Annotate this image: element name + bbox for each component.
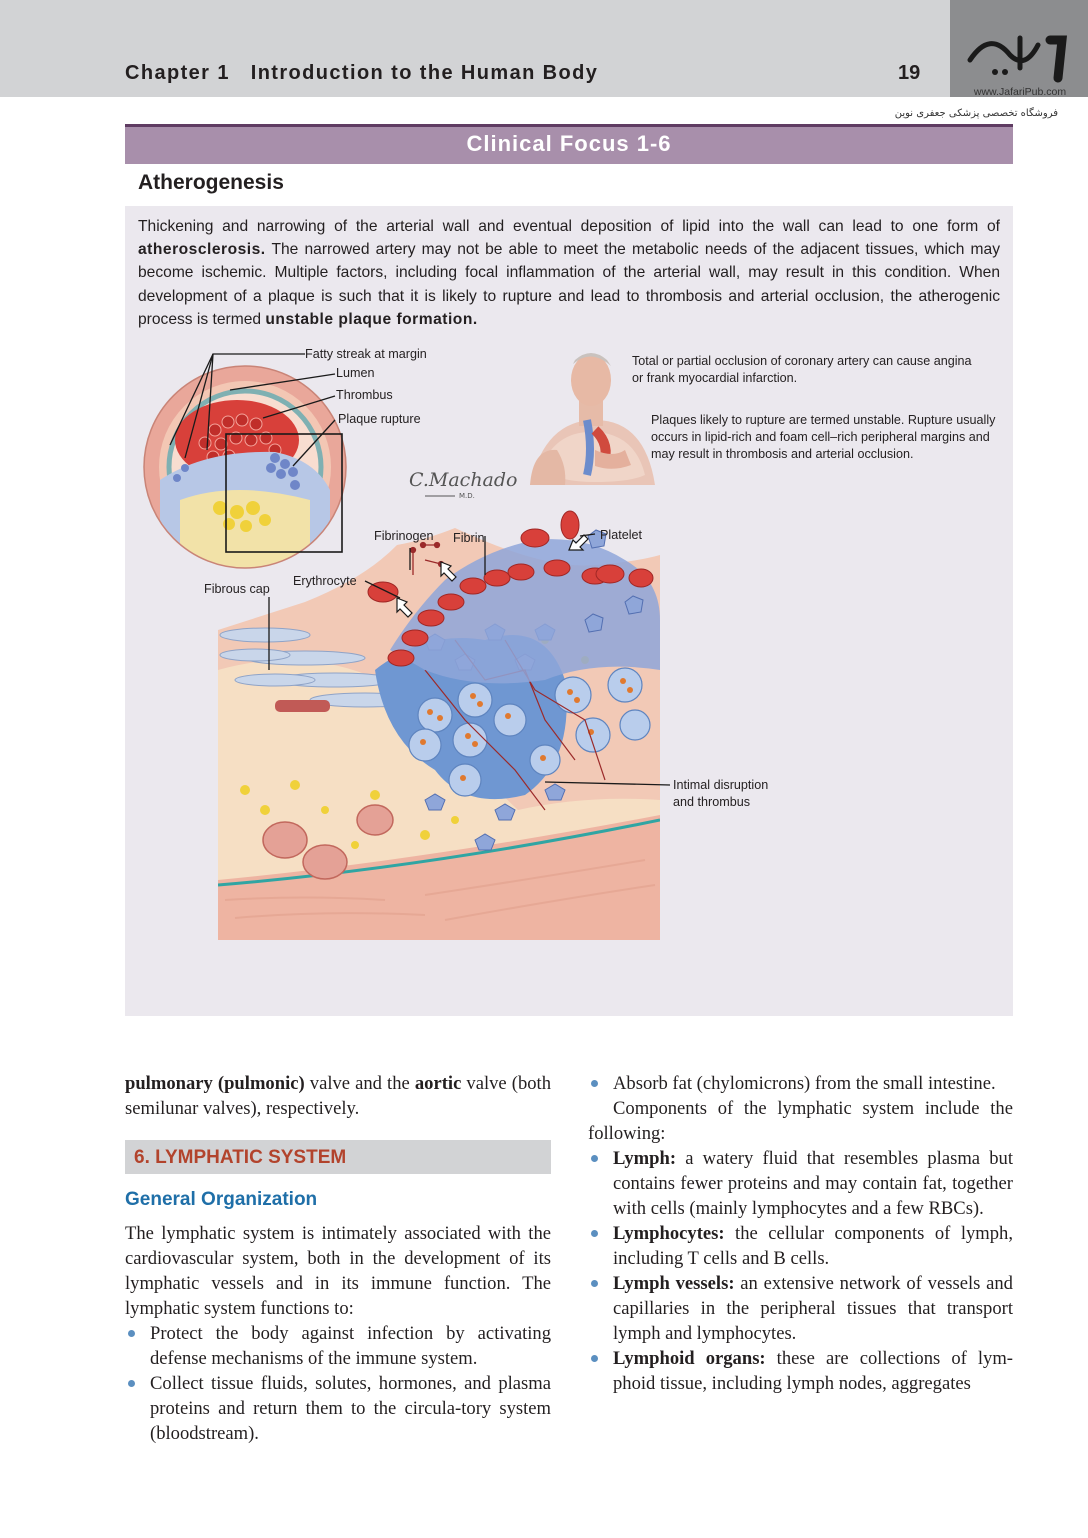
list-item: Lymph: a watery fluid that resembles plasma but contains fewer proteins and may contain fat, together with cells (mainly lymphocytes and a few RBCs). [588,1146,1013,1221]
list-item: Protect the body against infection by activating defense mechanisms of the immune system. [125,1321,551,1371]
section-title: 6. LYMPHATIC SYSTEM [134,1147,347,1168]
label-thrombus: Thrombus [336,388,393,402]
label-fibrin: Fibrin [453,531,485,545]
clinical-focus-heading: Atherogenesis [138,171,284,194]
list-item: Lymphocytes: the cellular components of lymph, including T cells and B cells. [588,1221,1013,1271]
left-column-body [125,1221,551,1446]
label-fatty-streak: Fatty streak at margin [305,347,427,361]
list-item: Absorb fat (chylomicrons) from the small intestine. [588,1071,1013,1096]
label-fibrinogen: Fibrinogen [374,529,434,543]
lymphatic-intro-paragraph: The lymphatic system is intimately associated with the cardiovascular system, both in the development of its lymphatic vessels and in its immune function. The lymphatic system functions to: [125,1223,551,1319]
figure-caption-unstable: Plaques likely to rupture are termed unstable. Rupture usually occurs in lipid-rich and foam cell–rich peripheral margins and may result in thrombosis and arterial occlusion. [651,413,996,461]
left-column-intro: pulmonary (pulmonic) valve and the aortic valve (both semilunar valves), respectively. [125,1073,552,1119]
label-lumen: Lumen [336,366,375,380]
term-atherosclerosis: atherosclerosis. [138,241,266,259]
components-paragraph: Components of the lymphatic system include the following: [588,1098,1013,1144]
list-item: Lymph vessels: an extensive network of vessels and capillaries in the peripheral tissues that transport lymph and lymphocytes. [588,1271,1013,1346]
label-plaque-rupture: Plaque rupture [338,412,421,426]
label-fibrous-cap: Fibrous cap [204,582,270,596]
running-header [125,62,598,85]
list-item: Collect tissue fluids, solutes, hormones, and plasma proteins and return them to the circula-tory system (bloodstream). [125,1371,551,1446]
label-platelet: Platelet [600,528,643,542]
clinical-focus-label: Clinical Focus 1-6 [466,131,672,156]
subheading: General Organization [125,1189,318,1210]
term-unstable-plaque: unstable plaque formation. [265,310,478,328]
publisher-logo [950,0,1088,97]
svg-text:C.Machado: C.Machado [409,469,518,491]
label-intimal-disruption: Intimal disruption [673,778,769,792]
label-erythrocyte: Erythrocyte [293,574,357,588]
clinical-focus-paragraph: Thickening and narrowing of the arterial wall and eventual deposition of lipid into the wall can lead to one form of atherosclerosis. The narrowed artery may not be able to meet the metabolic needs of the adjacent tissues, which may become ischemic. Multiple factors, including focal inflammation of the arterial wall, may result in this condition. When development of a plaque is such that it is likely to rupture and lead to thrombosis and arterial occlusion, the atherogenic process is termed unstable plaque formation. [138,218,1000,328]
chapter-title: Introduction to the Human Body [250,62,599,84]
figure-caption-occlusion: Total or partial occlusion of coronary artery can cause angina or frank myocardial infarction. [632,354,972,385]
artist-signature [409,469,518,500]
label-and-thrombus: and thrombus [673,795,751,809]
list-item: Lymphoid organs: these are collections of lym-phoid tissue, including lymph nodes, aggregates [588,1346,1013,1396]
store-caption: فروشگاه تخصصی پزشکی جعفری نوین [894,108,1058,119]
chapter-label: Chapter 1 [125,62,230,84]
logo-url: www.JafariPub.com [973,86,1067,98]
publisher-logo-mark-icon [950,0,1088,97]
svg-text:M.D.: M.D. [459,492,475,500]
page-number: 19 [898,62,921,84]
right-column [588,1071,1013,1396]
